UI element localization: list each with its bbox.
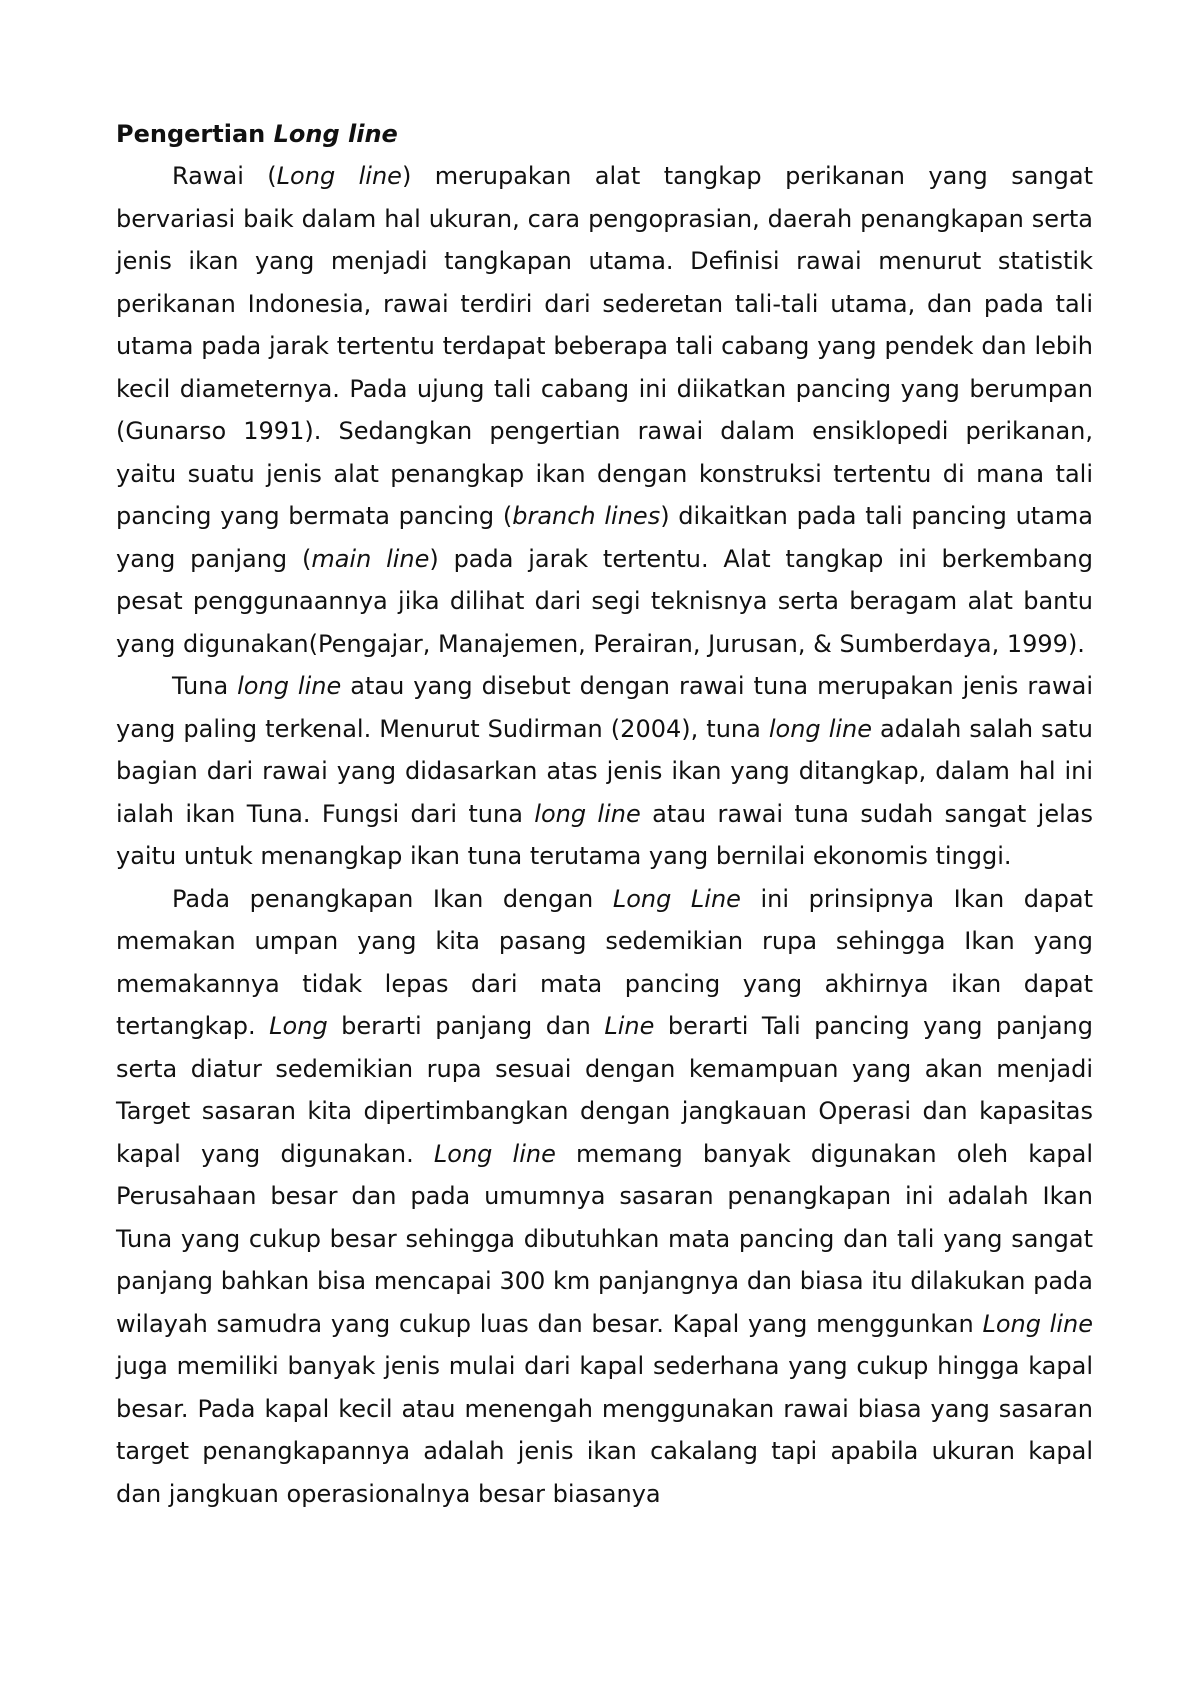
text-run: atau yang disebut dengan rawai tuna merupakan jenis rawai yang paling terkenal. Menurut Sudirman (2004), tuna [116, 672, 1093, 743]
paragraph-definition [116, 155, 1093, 665]
italic-term: long line [768, 714, 873, 743]
italic-term: Long Line [612, 884, 741, 913]
italic-term: long line [534, 799, 641, 828]
text-run: Rawai ( [172, 162, 277, 190]
text-run: juga memiliki banyak jenis mulai dari kapal sederhana yang cukup hingga kapal besar. Pada kapal kecil atau menengah menggunakan rawai biasa yang sasaran target penangkapannya adalah jenis ikan cakalang tapi apabila ukuran kapal dan jangkuan operasionalnya besar biasanya [116, 1352, 1093, 1508]
text-run: berarti Tali pancing yang panjang serta diatur sedemikian rupa sesuai dengan kemampuan yang akan menjadi Target sasaran kita dipertimbangkan dengan jangkauan Operasi dan kapasitas kapal yang digunakan. [116, 1012, 1093, 1168]
italic-term: Long line [276, 162, 402, 190]
italic-term: long line [237, 672, 342, 700]
paragraph-penangkapan [116, 878, 1093, 1516]
italic-term: branch lines [512, 502, 661, 530]
italic-term: Line [604, 1012, 655, 1040]
italic-term: Long line [982, 1309, 1093, 1338]
text-run: ) dikaitkan pada tali pancing utama yang panjang ( [116, 502, 1093, 573]
text-run: memang banyak digunakan oleh kapal Perusahaan besar dan pada umumnya sasaran penangkapan ini adalah Ikan Tuna yang cukup besar sehingga dibutuhkan mata pancing dan tali yang sangat panjang bahkan bisa mencapai 300 km panjangnya dan biasa itu dilakukan pada wilayah samudra yang cukup luas dan besar. Kapal yang menggunkan [116, 1139, 1094, 1338]
heading-italic-term: Long line [273, 120, 398, 148]
text-run: ini prinsipnya Ikan dapat memakan umpan yang kita pasang sedemikian rupa sehingga Ikan yang memakannya tidak lepas dari mata pancing yang akhirnya ikan dapat tertangkap. [116, 884, 1094, 1040]
text-run: berarti panjang dan [327, 1012, 605, 1040]
italic-term: Long [269, 1012, 328, 1040]
section-heading [116, 113, 1093, 155]
paragraph-tuna-long-line [116, 665, 1093, 878]
text-run: Tuna [172, 672, 238, 700]
text-run: adalah salah satu bagian dari rawai yang didasarkan atas jenis ikan yang ditangkap, dalam hal ini ialah ikan Tuna. Fungsi dari tuna [116, 714, 1093, 828]
heading-text: Pengertian [116, 120, 274, 148]
text-run: Pada penangkapan Ikan dengan [172, 884, 613, 913]
document-body [116, 113, 1093, 1515]
text-run: ) merupakan alat tangkap perikanan yang sangat bervariasi baik dalam hal ukuran, cara pengoprasian, daerah penangkapan serta jenis ikan yang menjadi tangkapan utama. Definisi rawai menurut statistik perikanan Indonesia, rawai terdiri dari sederetan tali-tali utama, dan pada tali utama pada jarak tertentu terdapat beberapa tali cabang yang pendek dan lebih kecil diameternya. Pada ujung tali cabang ini diikatkan pancing yang berumpan (Gunarso 1991). Sedangkan pengertian rawai dalam ensiklopedi perikanan, yaitu suatu jenis alat penangkap ikan dengan konstruksi tertentu di mana tali pancing yang bermata pancing ( [116, 162, 1093, 530]
italic-term: main line [311, 544, 430, 573]
text-run: ) pada jarak tertentu. Alat tangkap ini berkembang pesat penggunaannya jika dilihat dari segi teknisnya serta beragam alat bantu yang digunakan(Pengajar, Manajemen, Perairan, Jurusan, & Sumberdaya, 1999). [116, 544, 1094, 658]
text-run: atau rawai tuna sudah sangat jelas yaitu untuk menangkap ikan tuna terutama yang bernilai ekonomis tinggi. [116, 799, 1093, 870]
italic-term: Long line [433, 1139, 556, 1168]
